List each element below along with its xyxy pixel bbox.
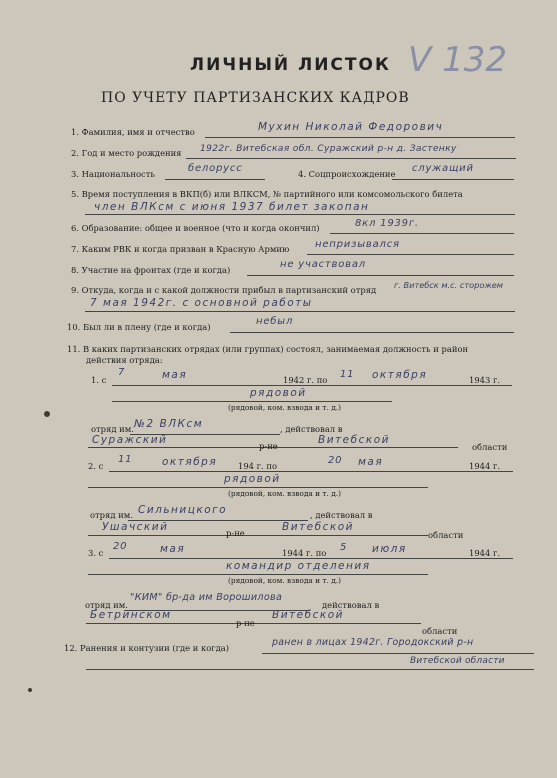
field-3-value: белорусс (188, 163, 243, 174)
entry-2-acted-label: , действовал в (310, 510, 373, 520)
entry-1-prefix: 1. с (91, 375, 107, 385)
entry-1-to-year: 1943 г. (469, 375, 501, 385)
entry-1-to-day: 11 (340, 369, 355, 380)
entry-2-prefix: 2. с (88, 461, 104, 471)
entry-2-to-day: 20 (328, 455, 343, 466)
field-12-value-a: ранен в лицах 1942г. Городокский р-н (272, 637, 474, 648)
entry-3-to-month: июля (372, 543, 407, 555)
field-4-label: 4. Соцпроисхождение (298, 169, 396, 179)
entry-3-district: Бетринском (90, 609, 172, 621)
entry-1-from-month: мая (162, 369, 188, 381)
field-10-value: небыл (256, 316, 294, 327)
entry-1-region: Витебской (318, 434, 390, 446)
entry-2-district-suffix: р-не (226, 528, 245, 538)
entry-3-position: командир отделения (226, 560, 371, 572)
entry-2-to-year: 1944 г. (469, 461, 501, 471)
field-7-label: 7. Каким РВК и когда призван в Красную Армию (71, 244, 290, 254)
paper-spot (28, 688, 32, 692)
entry-2-region-suffix: области (428, 530, 464, 540)
entry-2-to-month: мая (358, 456, 384, 468)
entry-2-unit-label: отряд им. (90, 510, 133, 520)
entry-1-from-year: 1942 г. по (283, 375, 328, 385)
entry-3-region-suffix: области (422, 626, 458, 636)
field-11-label-a: 11. В каких партизанских отрядах (или группах) состоял, занимаемая должность и район (67, 344, 469, 354)
entry-3-to-day: 5 (340, 542, 348, 553)
field-12-value-b: Витебской области (410, 656, 505, 666)
entry-3-unit-label: отряд им. (85, 600, 128, 610)
entry-3-prefix: 3. с (88, 548, 104, 558)
entry-2-from-year: 194 г. по (238, 461, 277, 471)
entry-2-region: Витебской (282, 521, 354, 533)
field-5-label: 5. Время поступления в ВКП(б) или ВЛКСМ, № партийного или комсомольского билета (71, 189, 463, 199)
entry-3-from-day: 20 (113, 541, 128, 552)
field-12-label: 12. Ранения и контузии (где и когда) (64, 643, 230, 653)
entry-1-region-suffix: области (472, 442, 508, 452)
field-11-label-b: действия отряда: (86, 355, 163, 365)
field-2-value: 1922г. Витебская обл. Суражский р-н д. Застенку (200, 143, 457, 154)
entry-1-position: рядовой (250, 387, 307, 399)
field-9-value-b: 7 мая 1942г. с основной работы (90, 297, 313, 309)
entry-1-from-day: 7 (118, 367, 126, 378)
archive-margin-mark: V 132 (408, 40, 507, 80)
entry-3-unit-value: "КИМ" бр-да им Ворошилова (130, 592, 283, 603)
field-6-label: 6. Образование: общее и военное (что и когда окончил) (71, 223, 320, 233)
entry-3-acted-label: действовал в (322, 600, 380, 610)
entry-1-acted-label: , действовал в (280, 424, 343, 434)
entry-2-position-caption: (рядовой, ком. взвода и т. д.) (228, 489, 341, 498)
entry-3-from-year: 1944 г. по (282, 548, 327, 558)
entry-3-region: Витебской (272, 609, 344, 621)
field-1-value: Мухин Николай Федорович (258, 121, 444, 133)
binder-hole (44, 411, 50, 417)
field-9-value-a: г. Витебск м.с. сторожем (394, 280, 503, 290)
entry-3-from-month: мая (160, 543, 186, 555)
document-title: ЛИЧНЫЙ ЛИСТОК (190, 55, 391, 75)
entry-1-unit-value: №2 ВЛКсм (134, 418, 204, 430)
entry-3-position-caption: (рядовой, ком. взвода и т. д.) (228, 576, 341, 585)
entry-1-position-caption: (рядовой, ком. взвода и т. д.) (228, 403, 341, 412)
field-7-value: непризывался (315, 239, 400, 250)
entry-2-position: рядовой (224, 473, 281, 485)
entry-1-unit-label: отряд им. (91, 424, 134, 434)
field-2-label: 2. Год и место рождения (71, 148, 182, 158)
entry-2-district: Ушачский (102, 521, 169, 533)
document-subtitle: ПО УЧЕТУ ПАРТИЗАНСКИХ КАДРОВ (101, 90, 410, 106)
entry-1-district-suffix: р-не (259, 441, 278, 451)
entry-1-district: Суражский (92, 434, 168, 446)
field-9-label: 9. Откуда, когда и с какой должности прибыл в партизанский отряд (71, 285, 377, 295)
field-4-value: служащий (412, 163, 474, 174)
entry-3-district-suffix: р-не (236, 618, 255, 628)
field-6-value: 8кл 1939г. (355, 218, 419, 229)
field-8-value: не участвовал (280, 259, 366, 270)
field-5-value: член ВЛКсм с июня 1937 билет закопан (94, 201, 370, 213)
entry-2-unit-value: Сильницкого (138, 504, 228, 516)
field-10-label: 10. Был ли в плену (где и когда) (67, 322, 211, 332)
entry-2-from-day: 11 (118, 454, 133, 465)
field-1-label: 1. Фамилия, имя и отчество (71, 127, 195, 137)
entry-3-to-year: 1944 г. (469, 548, 501, 558)
entry-2-from-month: октября (162, 456, 218, 468)
field-3-label: 3. Национальность (71, 169, 155, 179)
entry-1-to-month: октября (372, 369, 428, 381)
field-8-label: 8. Участие на фронтах (где и когда) (71, 265, 231, 275)
